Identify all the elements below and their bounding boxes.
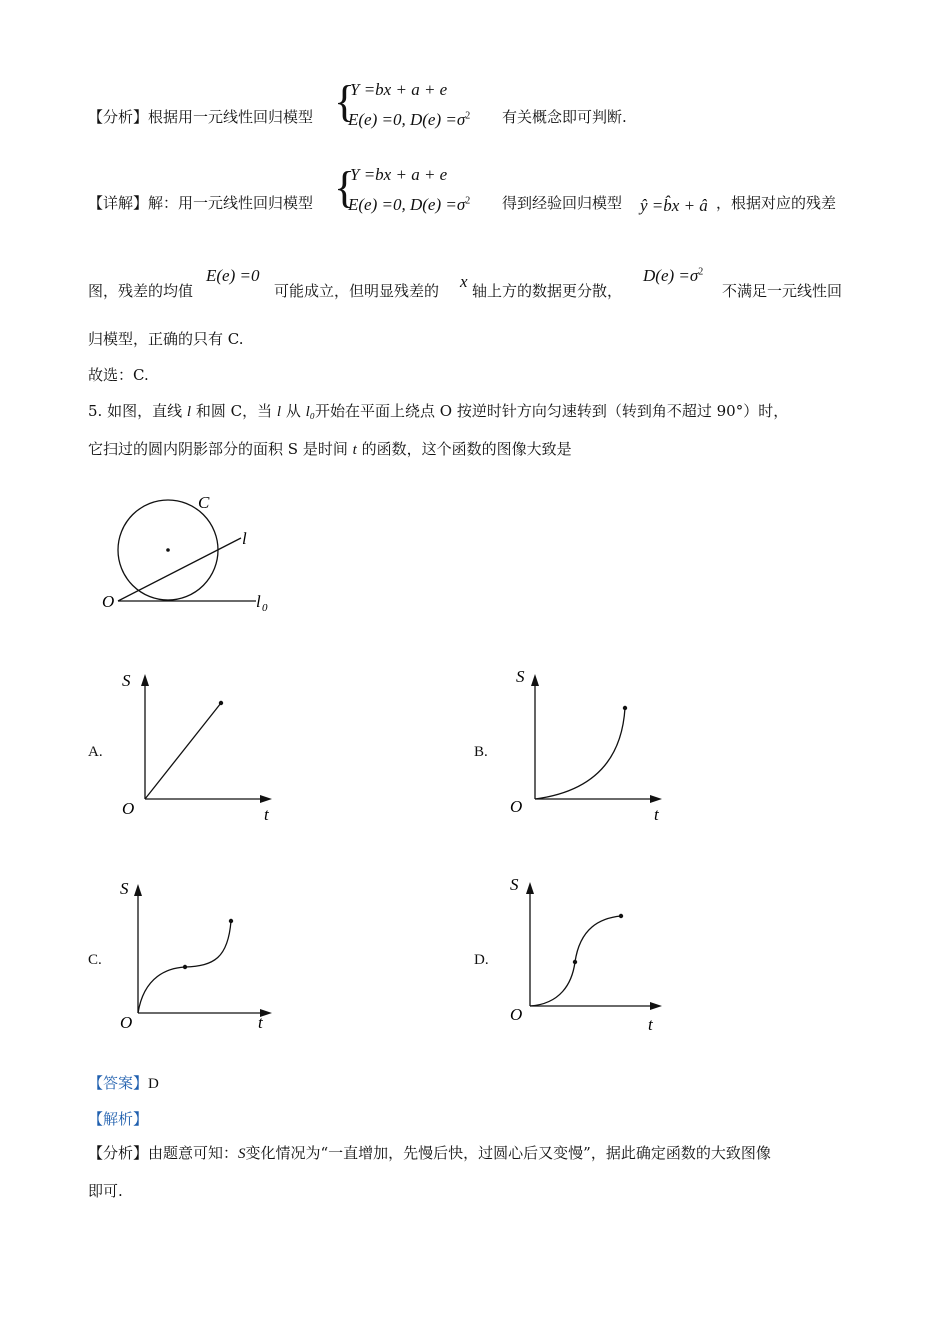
p4: 归模型，正确的只有 C. [88, 330, 244, 348]
p1-lead: 【分析】根据用一元线性回归模型 [88, 108, 314, 126]
option-a-curve [145, 703, 221, 799]
svg-text:O: O [120, 1013, 133, 1032]
q5-line2: 它扫过的圆内阴影部分的面积 S 是时间 t 的函数，这个函数的图像大致是 [88, 440, 572, 458]
label-l0-sub: 0 [262, 602, 268, 614]
svg-text:O: O [122, 799, 135, 818]
svg-text:S: S [120, 879, 129, 898]
svg-text:t: t [264, 805, 269, 824]
p1-tail: 有关概念即可判断. [502, 108, 627, 126]
p2-eq2: E(e) =0, $D(e) =\sigma^2$ [348, 195, 471, 214]
p2-model: ŷ =b̂x + â [640, 196, 708, 215]
svg-text:S: S [510, 876, 519, 894]
svg-text:t: t [654, 805, 659, 824]
option-a-label: A. [88, 744, 103, 760]
p3-a: 图，残差的均值 [88, 282, 194, 300]
option-d-graph [508, 876, 678, 1036]
option-b-label: B. [474, 744, 488, 760]
svg-text:O: O [510, 797, 523, 816]
answer-value: D [148, 1076, 159, 1092]
option-c-label: C. [88, 952, 102, 968]
p2-tail: ，根据对应的残差 [716, 194, 837, 212]
p3-ee: E(e) =0 [206, 266, 260, 285]
option-a-graph [118, 668, 288, 828]
analysis-line1: 【分析】由题意可知：S变化情况为“一直增加，先慢后快，过圆心后又变慢”，据此确定函数的大致图像 [88, 1144, 771, 1162]
analysis-line2: 即可. [88, 1182, 123, 1200]
line-l [118, 538, 241, 601]
circle-center [166, 548, 170, 552]
option-d-label: D. [474, 952, 489, 968]
p3-x: x [460, 272, 468, 291]
option-b-curve [535, 708, 625, 799]
p1-brace: { [334, 77, 356, 126]
svg-text:S: S [516, 668, 525, 686]
p2-brace: { [334, 163, 356, 212]
svg-text:t: t [258, 1013, 263, 1032]
option-b-graph [508, 668, 678, 828]
label-l: l [242, 529, 247, 548]
p1-eq2: E(e) =0, $D(e) =\sigma^2$ [348, 110, 471, 129]
p3-c: 轴上方的数据更分散， [472, 282, 623, 300]
answer-tag: 【答案】 [88, 1074, 149, 1092]
analysis-tag: 【解析】 [88, 1110, 149, 1128]
p3-de: $D(e) =\sigma^2$ [643, 266, 704, 285]
svg-text:S: S [122, 671, 131, 690]
p3-d: 不满足一元线性回 [722, 282, 843, 300]
option-c-graph [118, 876, 288, 1036]
p2-eq1: Y =bx + a + e [350, 165, 448, 184]
label-c: C [198, 493, 210, 512]
p5: 故选：C. [88, 366, 149, 384]
p2-mid: 得到经验回归模型 [502, 194, 623, 212]
label-l0: l [256, 592, 261, 611]
label-o: O [102, 592, 115, 611]
circle-figure [96, 490, 276, 620]
p1-eq1: Y =bx + a + e [350, 80, 448, 99]
q5-line1: 5. 如图，直线 l 和圆 C，当 l 从 l₀开始在平面上绕点 O 按逆时针方向匀速转到（转到角不超过 90°）时， [88, 402, 789, 420]
svg-text:t: t [648, 1015, 653, 1034]
p3-b: 可能成立，但明显残差的 [274, 282, 440, 300]
svg-text:O: O [510, 1005, 523, 1024]
answer-line [88, 1072, 159, 1093]
p2-lead: 【详解】解：用一元线性回归模型 [88, 194, 314, 212]
